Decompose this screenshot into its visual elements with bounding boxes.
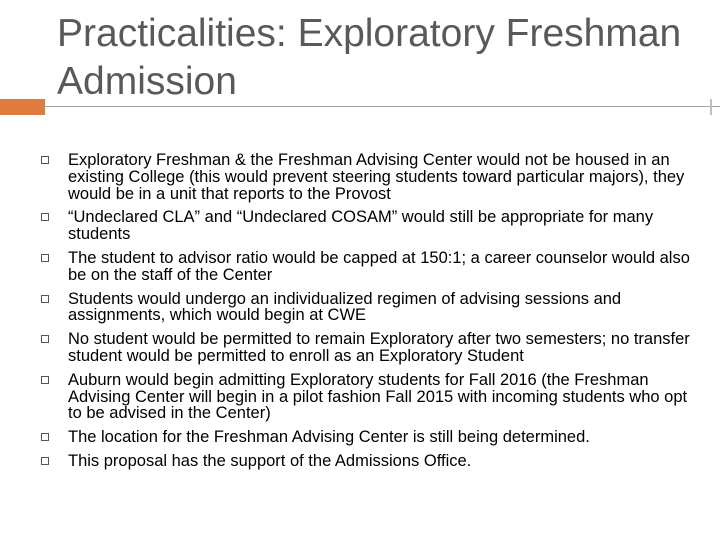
title-accent-bar	[0, 99, 45, 115]
title-divider	[45, 106, 720, 107]
bullet-text: “Undeclared CLA” and “Undeclared COSAM” would still be appropriate for many students	[68, 208, 654, 244]
bullet-item	[40, 291, 700, 325]
square-bullet-icon	[41, 433, 49, 441]
bullet-item	[40, 250, 700, 284]
bullet-text: No student would be permitted to remain Exploratory after two semesters; no transfer student would be permitted to enroll as an Exploratory Student	[68, 330, 690, 365]
bullet-text: This proposal has the support of the Admissions Office.	[68, 451, 472, 470]
slide-title: Practicalities: Exploratory Freshman Admission	[57, 12, 682, 103]
bullet-item	[40, 209, 700, 243]
square-bullet-icon	[41, 376, 49, 384]
bullet-item	[40, 372, 700, 422]
square-bullet-icon	[41, 295, 49, 303]
bullet-text: Exploratory Freshman & the Freshman Advising Center would not be housed in an existing College (this would prevent steering students toward particular majors), they would be in a unit that reports to the Provost	[68, 151, 685, 203]
bullet-item	[40, 331, 700, 365]
bullet-item	[40, 152, 700, 202]
square-bullet-icon	[41, 213, 49, 221]
bullet-text: The location for the Freshman Advising Center is still being determined.	[68, 428, 590, 447]
square-bullet-icon	[41, 254, 49, 262]
square-bullet-icon	[41, 457, 49, 465]
bullet-item	[40, 453, 700, 470]
bullet-text: The student to advisor ratio would be capped at 150:1; a career counselor would also be on the staff of the Center	[68, 248, 690, 284]
bullet-text: Auburn would begin admitting Exploratory students for Fall 2016 (the Freshman Advising Center will begin in a pilot fashion Fall 2015 with incoming students who opt to be advised in the Center)	[68, 370, 688, 423]
title-divider-end	[710, 99, 712, 115]
bullet-list	[40, 152, 700, 477]
square-bullet-icon	[41, 156, 49, 164]
square-bullet-icon	[41, 335, 49, 343]
bullet-text: Students would undergo an individualized regimen of advising sessions and assignments, which would begin at CWE	[68, 289, 622, 325]
bullet-item	[40, 429, 700, 446]
